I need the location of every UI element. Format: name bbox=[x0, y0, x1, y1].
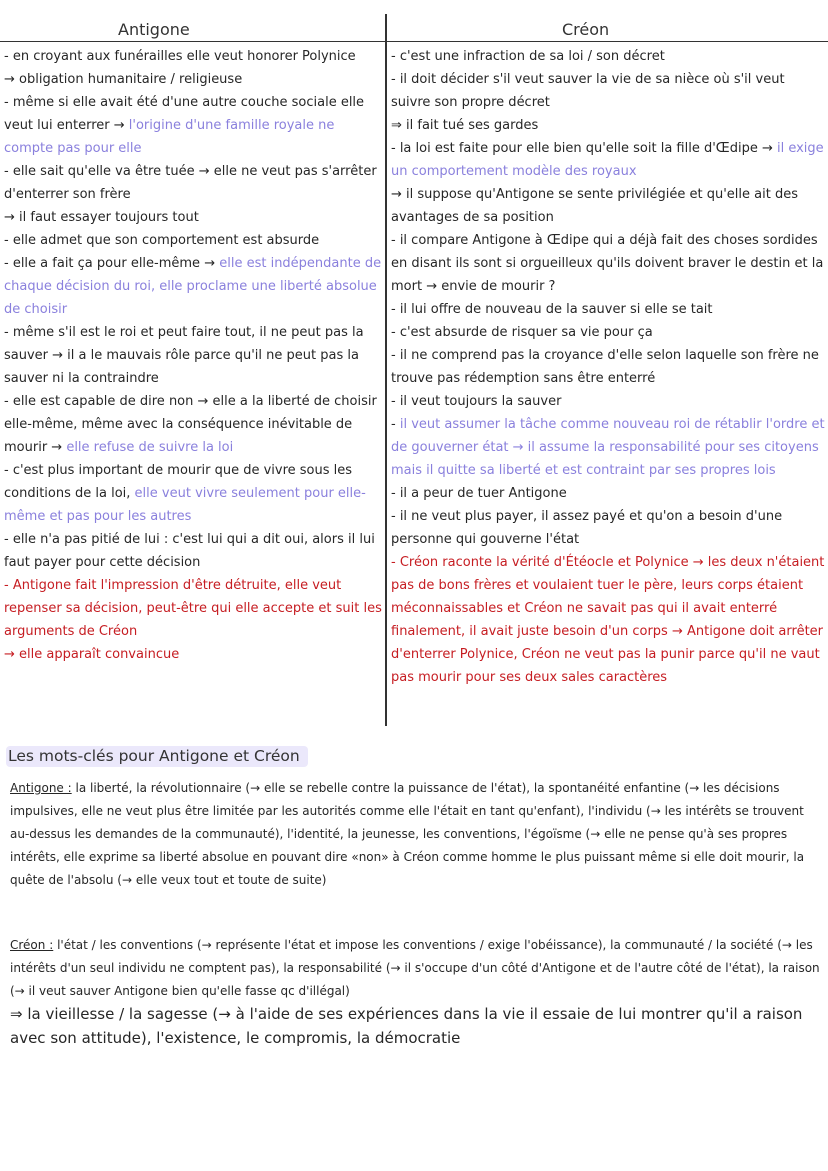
note-item bbox=[4, 390, 382, 459]
note-item bbox=[4, 321, 382, 390]
note-text: - la loi est faite pour elle bien qu'elle soit la fille d'Œdipe → bbox=[391, 141, 773, 156]
note-highlight: il veut assumer la tâche comme nouveau roi de rétablir l'ordre et de gouverner état → il assume la responsabilité pour ses citoyens mais il quitte sa liberté et est contraint par ses propres lois bbox=[391, 417, 825, 478]
note-text: - bbox=[391, 417, 396, 432]
note-text: - elle sait qu'elle va être tuée → elle ne veut pas s'arrêter d'enterrer son frère bbox=[4, 164, 377, 202]
creon-keywords-label: Créon : bbox=[10, 938, 54, 952]
note-item bbox=[391, 482, 825, 505]
note-highlight: elle veut vivre seulement pour elle-même et pas pour les autres bbox=[4, 486, 366, 524]
creon-keywords-text-2: ⇒ la vieillesse / la sagesse (→ à l'aide de ses expériences dans la vie il essaie de lui montrer qu'il a raison avec son attitude), l'existence, le compromis, la démocratie bbox=[10, 1005, 803, 1047]
note-item bbox=[391, 298, 825, 321]
keywords-title: Les mots-clés pour Antigone et Créon bbox=[6, 746, 308, 767]
note-text: - c'est une infraction de sa loi / son décret bbox=[391, 49, 665, 64]
note-item bbox=[4, 45, 382, 68]
note-item bbox=[4, 68, 382, 91]
left-column-title: Antigone bbox=[118, 20, 190, 39]
antigone-notes-list bbox=[4, 45, 382, 666]
note-item bbox=[391, 413, 825, 482]
note-item bbox=[391, 114, 825, 137]
note-text: → il faut essayer toujours tout bbox=[4, 210, 199, 225]
note-text: - elle admet que son comportement est absurde bbox=[4, 233, 320, 248]
note-item bbox=[391, 229, 825, 298]
creon-notes-list bbox=[391, 45, 825, 689]
note-item bbox=[4, 574, 382, 643]
note-item bbox=[4, 160, 382, 206]
note-text: - Antigone fait l'impression d'être détruite, elle veut repenser sa décision, peut-être qui elle accepte et suit les arguments de Créon bbox=[4, 578, 382, 639]
note-text: → elle apparaît convaincue bbox=[4, 647, 180, 662]
note-item bbox=[391, 505, 825, 551]
note-item bbox=[391, 183, 825, 229]
note-text: - il ne comprend pas la croyance d'elle selon laquelle son frère ne trouve pas rédemption sans être enterré bbox=[391, 348, 819, 386]
note-text: - elle n'a pas pitié de lui : c'est lui qui a dit oui, alors il lui faut payer pour cette décision bbox=[4, 532, 375, 570]
note-item bbox=[391, 137, 825, 183]
note-item bbox=[4, 206, 382, 229]
note-item bbox=[391, 321, 825, 344]
antigone-keywords-label: Antigone : bbox=[10, 781, 72, 795]
note-text: - en croyant aux funérailles elle veut honorer Polynice bbox=[4, 49, 356, 64]
antigone-keywords bbox=[10, 777, 825, 892]
note-item bbox=[4, 528, 382, 574]
note-highlight: elle refuse de suivre la loi bbox=[62, 440, 234, 455]
note-text: - il compare Antigone à Œdipe qui a déjà fait des choses sordides en disant ils sont si orgueilleux qu'ils doivent braver le destin et la mort → envie de mourir ? bbox=[391, 233, 824, 294]
right-column-title: Créon bbox=[562, 20, 610, 39]
creon-keywords bbox=[10, 934, 825, 1051]
creon-keywords-text: l'état / les conventions (→ représente l'état et impose les conventions / exige l'obéissance), la communauté / la société (→ les intérêts d'un seul individu ne comptent pas), la responsabilité (→ il s'occupe d'un côté d'Antigone et de l'autre côté de l'état), la raison (→ il veut sauver Antigone bien qu'elle fasse qc d'illégal) bbox=[10, 938, 820, 998]
note-item bbox=[4, 252, 382, 321]
note-text: - il ne veut plus payer, il assez payé et qu'on a besoin d'une personne qui gouverne l'état bbox=[391, 509, 783, 547]
note-text: - il doit décider s'il veut sauver la vie de sa nièce où s'il veut suivre son propre décret bbox=[391, 72, 785, 110]
column-divider bbox=[385, 14, 387, 726]
header-rule-left bbox=[0, 41, 385, 42]
note-text: - elle a fait ça pour elle-même → bbox=[4, 256, 216, 271]
note-item bbox=[4, 229, 382, 252]
note-item bbox=[391, 45, 825, 68]
header-rule-right bbox=[386, 41, 828, 42]
note-text: - même s'il est le roi et peut faire tout, il ne peut pas la sauver → il a le mauvais rôle parce qu'il ne peut pas la sauver ni la contraindre bbox=[4, 325, 364, 386]
note-item bbox=[391, 390, 825, 413]
note-text: → il suppose qu'Antigone se sente privilégiée et qu'elle ait des avantages de sa position bbox=[391, 187, 798, 225]
note-item bbox=[4, 91, 382, 160]
note-highlight: l'origine d'une famille royale ne compte pas pour elle bbox=[4, 118, 335, 156]
note-text: ⇒ il fait tué ses gardes bbox=[391, 118, 539, 133]
note-text: - elle est capable de dire non → elle a la liberté de choisir elle-même, même avec la conséquence inévitable de mourir → bbox=[4, 394, 377, 455]
antigone-keywords-text: la liberté, la révolutionnaire (→ elle se rebelle contre la puissance de l'état), la spontanéité enfantine (→ les décisions impulsives, elle ne veut plus être limitée par les autorités comme elle l'était en tant qu'enfant), l'individu (→ les intérêts se trouvent au-dessus les demandes de la communauté), l'identité, la jeunesse, les conventions, l'égoïsme (→ elle ne pense qu'à ses propres intérêts, elle exprime sa liberté absolue en pouvant dire «non» à Créon comme homme le plus puissant même si elle doit mourir, la quête de l'absolu (→ elle veux tout et toute de suite) bbox=[10, 781, 805, 887]
note-text: - il lui offre de nouveau de la sauver si elle se tait bbox=[391, 302, 713, 317]
note-text: - il a peur de tuer Antigone bbox=[391, 486, 567, 501]
note-item bbox=[4, 459, 382, 528]
note-highlight: elle est indépendante de chaque décision du roi, elle proclame une liberté absolue de choisir bbox=[4, 256, 382, 317]
note-text: - c'est absurde de risquer sa vie pour ça bbox=[391, 325, 653, 340]
note-item bbox=[391, 344, 825, 390]
note-item bbox=[391, 551, 825, 689]
note-text: - Créon raconte la vérité d'Étéocle et Polynice → les deux n'étaient pas de bons frères et voulaient tuer le père, leurs corps étaient méconnaissables et Créon ne savait pas qui il avait enterré finalement, il avait juste besoin d'un corps → Antigone doit arrêter d'enterrer Polynice, Créon ne veut pas la punir parce qu'il ne vaut pas mourir pour ses deux sales caractères bbox=[391, 555, 825, 685]
note-text: - même si elle avait été d'une autre couche sociale elle veut lui enterrer → bbox=[4, 95, 365, 133]
note-text: → obligation humanitaire / religieuse bbox=[4, 72, 243, 87]
note-text: - c'est plus important de mourir que de vivre sous les conditions de la loi, bbox=[4, 463, 353, 501]
note-text: - il veut toujours la sauver bbox=[391, 394, 562, 409]
note-highlight: il exige un comportement modèle des royaux bbox=[391, 141, 824, 179]
note-item bbox=[4, 643, 382, 666]
note-item bbox=[391, 68, 825, 114]
